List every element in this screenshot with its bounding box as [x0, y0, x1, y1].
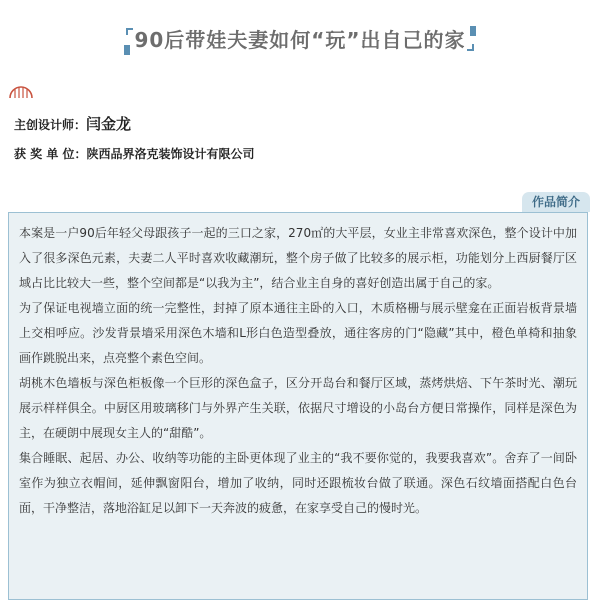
intro-paragraph-2: 为了保证电视墙立面的统一完整性，封掉了原本通往主卧的入口，木质格栅与展示壁龛在正面岩板背景墙上交相呼应。沙发背景墙采用深色木墙和L形白色造型叠放，通往客房的门“隐藏”其中，橙色单椅和抽象画作跳脱出来，点亮整个素色空间。 [19, 301, 577, 365]
title-area [0, 22, 600, 55]
company-name: 陕西品界洛克装饰设计有限公司 [86, 147, 255, 161]
wave-lines-icon [6, 74, 36, 100]
title-corner-bottom-right [467, 44, 474, 51]
title-corner-bar-left [124, 45, 130, 55]
intro-content [8, 212, 588, 600]
intro-paragraph-3: 胡桃木色墙板与深色柜板像一个巨形的深色盒子，区分开岛台和餐厅区域，蒸烤烘焙、下午茶时光、潮玩展示样样俱全。中厨区用玻璃移门与外界产生关联，依据尺寸增设的小岛台方便日常操作，同样是深色为主，在硬朗中展现女主人的“甜酷”。 [19, 376, 577, 440]
intro-paragraph-4: 集合睡眠、起居、办公、收纳等功能的主卧更体现了业主的“我不要你觉的，我要我喜欢”。舍弃了一间卧室作为独立衣帽间，延伸飘窗阳台，增加了收纳，同时还跟梳妆台做了联通。深色石纹墙面搭配白色台面，干净整洁，落地浴缸足以卸下一天奔波的疲惫，在家享受自己的慢时光。 [19, 451, 577, 515]
designer-label: 主创设计师： [14, 118, 87, 132]
company-line [14, 145, 255, 162]
company-label: 获 奖 单 位： [14, 147, 87, 161]
intro-paragraph-1: 本案是一户90后年轻父母跟孩子一起的三口之家，270㎡的大平层，女业主非常喜欢深色，整个设计中加入了很多深色元素，夫妻二人平时喜欢收藏潮玩，整个房子做了比较多的展示柜，功能划分上西厨餐厅区域占比比较大一些，整个空间都是“以我为主”，结合业主自身的喜好创造出属于自己的家。 [19, 226, 577, 290]
designer-name: 闫金龙 [86, 115, 132, 133]
title-corner-bar-right [470, 26, 476, 36]
page-title-text: 90后带娃夫妻如何“玩”出自己的家 [134, 28, 466, 52]
intro-tab: 作品简介 [522, 192, 590, 212]
page-title [126, 22, 473, 55]
designer-line [14, 113, 131, 134]
title-corner-top-left [126, 28, 133, 35]
